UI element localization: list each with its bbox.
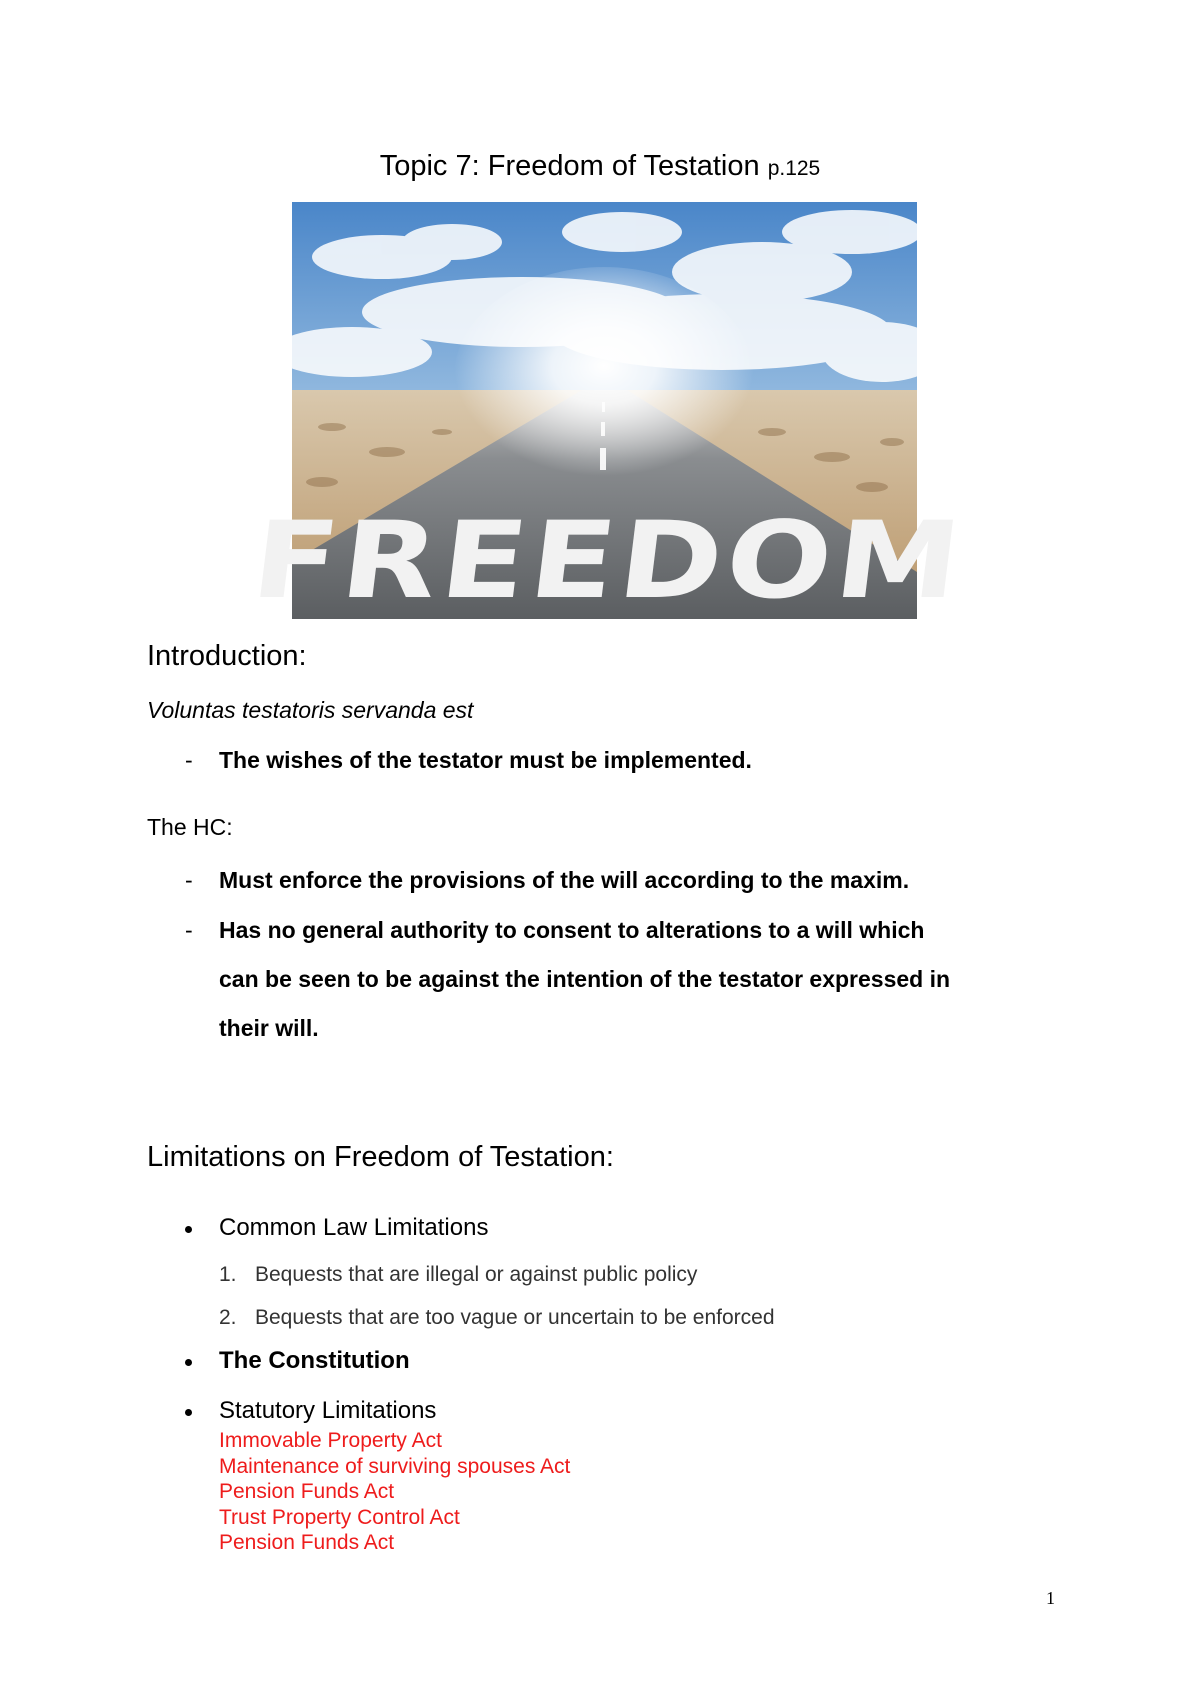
act-item: Immovable Property Act [219, 1429, 442, 1452]
bullet-label: The Constitution [219, 1347, 410, 1374]
act-item: Maintenance of surviving spouses Act [219, 1454, 571, 1478]
hc-point-text: Must enforce the provisions of the will according to the maxim. [219, 867, 910, 893]
act-item: Pension Funds Act [219, 1531, 395, 1555]
road-word: FREEDOM [245, 499, 972, 623]
act-item: Trust Property Control Act [219, 1505, 460, 1529]
bullet-statutory [147, 1395, 436, 1427]
item-text: Bequests that are too vague or uncertain to be enforced [255, 1306, 775, 1329]
bullet-label: Common Law Limitations [219, 1214, 489, 1241]
act-item: Pension Funds Act [219, 1480, 395, 1504]
introduction-heading: Introduction: [147, 640, 307, 672]
bullet-constitution [147, 1345, 410, 1377]
bullet-common-law [147, 1212, 488, 1244]
common-law-item-2 [147, 1304, 775, 1332]
intro-point-text: The wishes of the testator must be implemented. [219, 747, 752, 773]
maxim-text: Voluntas testatoris servanda est [147, 697, 474, 723]
page-number: 1 [1046, 1588, 1055, 1608]
page-title [0, 148, 1200, 187]
limitations-heading: Limitations on Freedom of Testation: [147, 1141, 614, 1173]
item-text: Bequests that are illegal or against public policy [255, 1263, 698, 1286]
hc-heading: The HC: [147, 814, 233, 840]
common-law-item-1 [147, 1261, 697, 1289]
statutory-acts-list [219, 1428, 570, 1556]
hc-point-line-2: can be seen to be against the intention of the testator expressed in [219, 966, 951, 992]
title-text: Topic 7: Freedom of Testation [379, 150, 760, 182]
dash-marker: - [185, 747, 193, 773]
item-number: 2. [219, 1306, 237, 1329]
hc-point-2 [147, 906, 1067, 1053]
bullet-dot [185, 1359, 192, 1366]
bullet-dot [185, 1226, 192, 1233]
hc-point-line-3: their will. [219, 1015, 319, 1041]
dash-marker: - [185, 917, 193, 943]
item-number: 1. [219, 1263, 237, 1286]
hc-point-line-1: Has no general authority to consent to alterations to a will which [219, 917, 925, 943]
hc-point-1 [147, 856, 1067, 905]
bullet-dot [185, 1409, 192, 1416]
intro-point [147, 736, 1067, 785]
title-page-ref: p.125 [767, 157, 821, 180]
dash-marker: - [185, 867, 193, 893]
freedom-road-image [245, 202, 972, 623]
bullet-label: Statutory Limitations [219, 1397, 437, 1424]
